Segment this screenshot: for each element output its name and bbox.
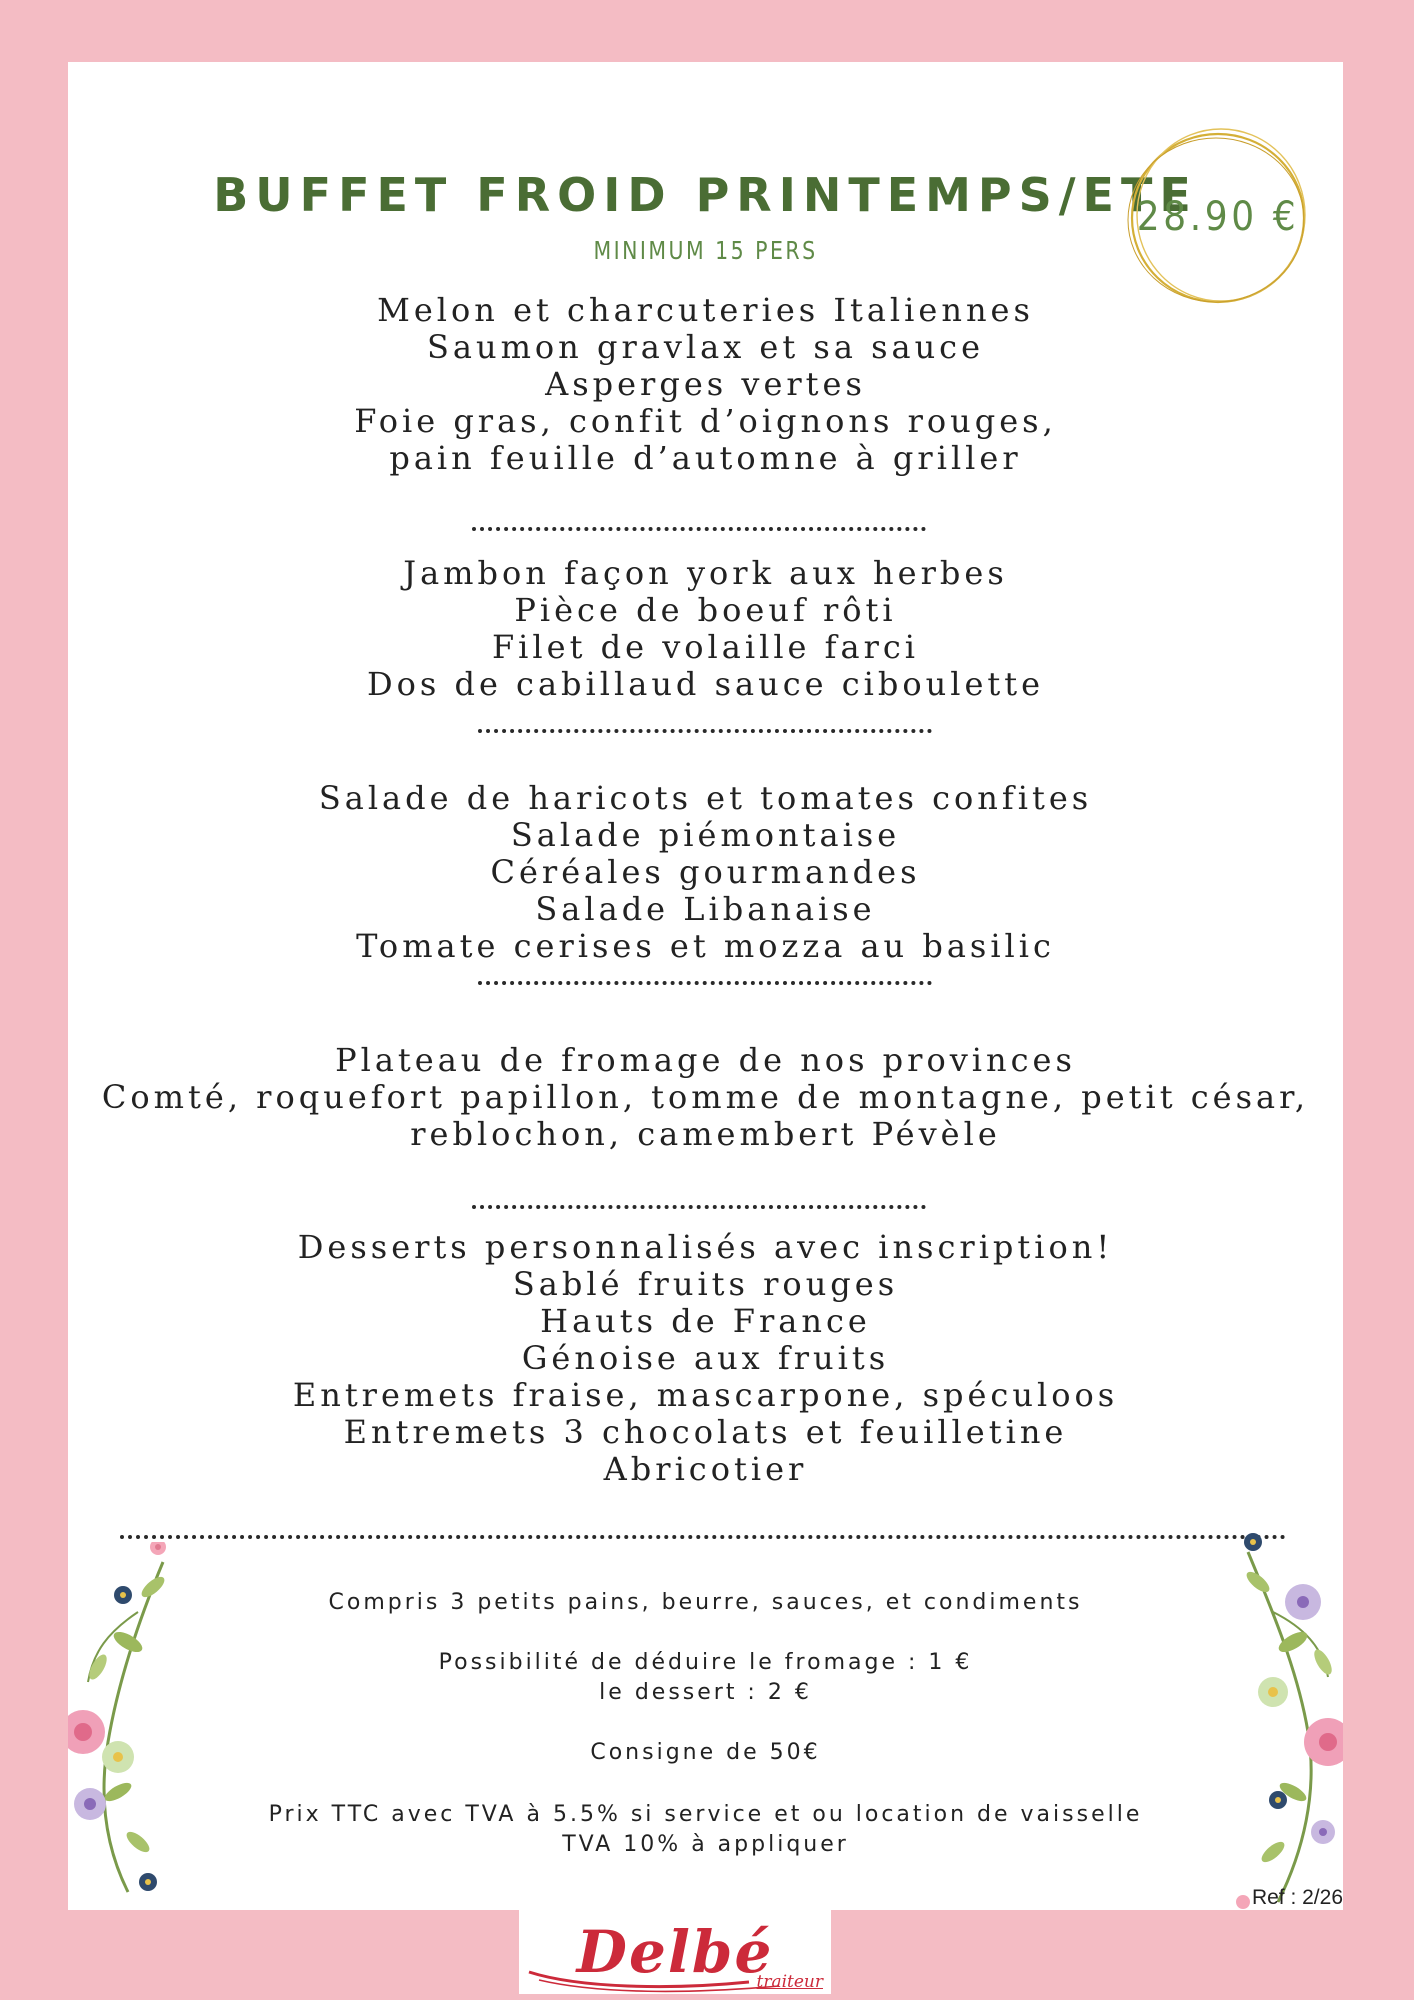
menu-item: Desserts personnalisés avec inscription! bbox=[297, 1228, 1114, 1266]
menu-item: Melon et charcuteries Italiennes bbox=[377, 291, 1034, 329]
section-desserts bbox=[68, 1229, 1343, 1488]
deposit-note: Consigne de 50€ bbox=[590, 1740, 821, 1765]
price-badge bbox=[1118, 122, 1318, 312]
reference-number: Ref : 2/26 bbox=[1251, 1886, 1343, 1909]
menu-item: Entremets fraise, mascarpone, spéculoos bbox=[292, 1376, 1119, 1414]
menu-item: Salade Libanaise bbox=[535, 890, 876, 928]
floral-right-icon bbox=[1233, 1532, 1343, 1912]
menu-item: Salade piémontaise bbox=[510, 816, 901, 854]
footer-vat bbox=[68, 1800, 1343, 1860]
logo-brand-text: Delbé bbox=[576, 1918, 774, 1986]
menu-item: Dos de cabillaud sauce ciboulette bbox=[366, 665, 1045, 703]
menu-item: Génoise aux fruits bbox=[521, 1339, 890, 1377]
menu-item: Comté, roquefort papillon, tomme de montagne, petit césar, bbox=[101, 1078, 1310, 1116]
section-cheese bbox=[68, 1042, 1343, 1153]
menu-item: reblochon, camembert Pévèle bbox=[410, 1115, 1001, 1153]
menu-item: pain feuille d’automne à griller bbox=[389, 439, 1022, 477]
footer-deposit bbox=[68, 1738, 1343, 1768]
dotted-divider bbox=[472, 527, 926, 531]
menu-item: Sablé fruits rouges bbox=[512, 1265, 899, 1303]
menu-sheet bbox=[68, 62, 1343, 1910]
dotted-divider-long bbox=[120, 1535, 1286, 1539]
menu-item: Foie gras, confit d’oignons rouges, bbox=[354, 402, 1057, 440]
section-mains bbox=[68, 555, 1343, 703]
menu-item: Plateau de fromage de nos provinces bbox=[335, 1041, 1076, 1079]
menu-item: Salade de haricots et tomates confites bbox=[318, 779, 1093, 817]
menu-item: Hauts de France bbox=[540, 1302, 871, 1340]
menu-item: Jambon façon york aux herbes bbox=[403, 554, 1008, 592]
dotted-divider bbox=[478, 981, 932, 985]
floral-left-icon bbox=[68, 1542, 178, 1902]
logo-sub-text: traiteur bbox=[756, 1972, 823, 1992]
dotted-divider bbox=[472, 1205, 926, 1209]
deduct-cheese-note: Possibilité de déduire le fromage : 1 € bbox=[438, 1650, 973, 1675]
price-value: 28.90 € bbox=[1136, 194, 1300, 240]
menu-item: Saumon gravlax et sa sauce bbox=[426, 328, 985, 366]
menu-item: Abricotier bbox=[603, 1450, 808, 1488]
section-starters bbox=[68, 292, 1343, 477]
minimum-persons: MINIMUM 15 PERS bbox=[593, 236, 818, 265]
footer-included bbox=[68, 1588, 1343, 1618]
included-note: Compris 3 petits pains, beurre, sauces, et condiments bbox=[328, 1590, 1083, 1615]
brand-logo bbox=[519, 1910, 831, 1994]
dotted-divider bbox=[478, 729, 932, 733]
menu-item: Filet de volaille farci bbox=[491, 628, 920, 666]
page-title: BUFFET FROID PRINTEMPS/ETE bbox=[213, 168, 1198, 222]
footer-deductions bbox=[68, 1648, 1343, 1708]
section-salads bbox=[68, 780, 1343, 965]
menu-item: Tomate cerises et mozza au basilic bbox=[356, 927, 1055, 965]
vat-note: Prix TTC avec TVA à 5.5% si service et ou location de vaisselle bbox=[268, 1802, 1143, 1827]
menu-item: Céréales gourmandes bbox=[490, 853, 921, 891]
deduct-dessert-note: le dessert : 2 € bbox=[599, 1680, 812, 1705]
menu-item: Asperges vertes bbox=[545, 365, 866, 403]
menu-item: Pièce de boeuf rôti bbox=[514, 591, 897, 629]
vat-note-2: TVA 10% à appliquer bbox=[562, 1832, 849, 1857]
menu-item: Entremets 3 chocolats et feuilletine bbox=[343, 1413, 1068, 1451]
